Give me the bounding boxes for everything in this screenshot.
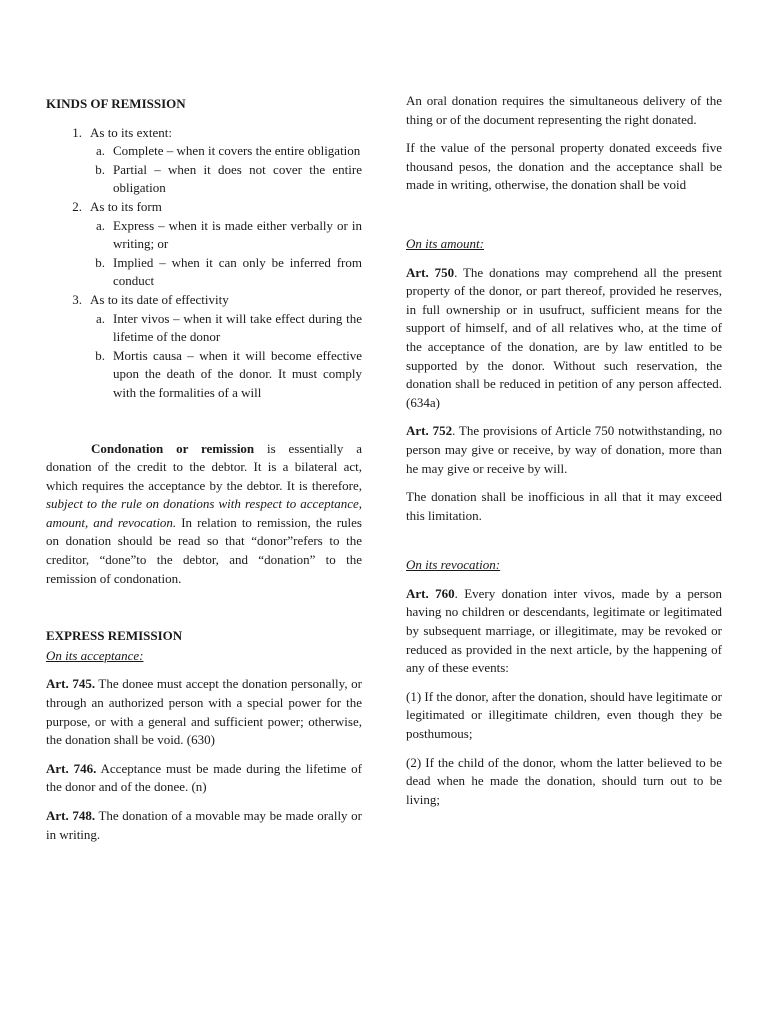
sub-item	[46, 217, 362, 254]
value-paragraph: If the value of the personal property donated exceeds five thousand pesos, the donation and the acceptance shall be made in writing, otherwise, the donation shall be void	[406, 140, 722, 193]
condonation-term: Condonation or remission	[91, 440, 255, 456]
sub-item	[46, 310, 362, 347]
article-label: Art. 748.	[46, 808, 96, 823]
oral-donation-paragraph: An oral donation requires the simultaneous delivery of the thing or of the document representing the right donated.	[406, 93, 722, 127]
article-label: Art. 750	[406, 264, 455, 280]
list-item	[46, 124, 362, 143]
sub-text: Partial – when it does not cover the entire obligation	[113, 161, 362, 196]
event-1-paragraph: (1) If the donor, after the donation, should have legitimate or legitimated or illegitimate children, even though they be posthumous;	[406, 688, 722, 742]
article-text: The donee must accept the donation personally, or through an authorized person with a special power for the purpose, or with a general and sufficient power; otherwise, the donation shall be void. (630)	[46, 676, 362, 748]
left-column	[46, 92, 362, 844]
condonation-text-1: is essentially a donation of the credit to the debtor. It is a bilateral act, which requires the acceptance by the debtor. It is therefore,	[46, 440, 362, 493]
article-760	[406, 585, 722, 678]
sub-letter: a.	[95, 143, 105, 159]
sub-text: Inter vivos – when it will take effect during the lifetime of the donor	[113, 310, 362, 345]
article-text: . The donations may comprehend all the present property of the donor, or part thereof, provided he reserves, in full ownership or in usufruct, sufficient means for the support of himself, and of all relatives who, at the time of the acceptance of the donation, are by law entitled to be supported by the donor. Without such reservation, the donation shall be reduced in petition of any person affected. (634a)	[406, 264, 722, 410]
article-label: Art. 745.	[46, 676, 96, 692]
list-number: 2.	[72, 198, 82, 214]
amount-subheading: On its amount:	[406, 235, 484, 251]
article-text: Acceptance must be made during the lifetime of the donor and of the donee. (n)	[46, 760, 362, 795]
article-745	[46, 675, 362, 749]
condonation-paragraph	[46, 440, 362, 589]
list-number: 1.	[72, 124, 82, 140]
list-item	[46, 198, 362, 217]
article-text: . Every donation inter vivos, made by a person having no children or descendants, legitimate or legitimated by subsequent marriage, or illegitimate, may be revoked or reduced as provided in the next article, by the happening of any of these events:	[406, 585, 722, 676]
list-number: 3.	[72, 291, 82, 307]
article-text: The donation of a movable may be made orally or in writing.	[46, 808, 362, 842]
acceptance-subheading: On its acceptance:	[46, 647, 144, 663]
sub-item	[46, 347, 362, 403]
kinds-heading: KINDS OF REMISSION	[46, 96, 186, 111]
right-column	[406, 92, 722, 809]
sub-text: Implied – when it can only be inferred from conduct	[113, 254, 362, 289]
condonation-emphasis: subject to the rule on donations with respect to acceptance, amount, and revocation.	[46, 496, 362, 530]
article-label: Art. 752	[406, 423, 453, 439]
article-746	[46, 760, 362, 797]
sub-letter: a.	[95, 310, 105, 326]
kinds-list	[46, 124, 362, 403]
sub-text: Mortis causa – when it will become effective upon the death of the donor. It must comply with the formalities of a will	[113, 347, 362, 400]
list-label: As to its date of effectivity	[90, 291, 229, 307]
sub-letter: a.	[95, 217, 105, 233]
sub-letter: b.	[95, 254, 105, 270]
list-item	[46, 291, 362, 310]
article-750	[406, 264, 722, 413]
article-752	[406, 422, 722, 478]
revocation-subheading: On its revocation:	[406, 557, 501, 573]
sub-letter: b.	[95, 347, 105, 363]
sub-text: Express – when it is made either verbally or in writing; or	[113, 217, 362, 252]
condonation-text-2: In relation to remission, the rules on donation should be read so that “donor”refers to the creditor, “done”to the debtor, and “donation” to the remission of condonation.	[46, 514, 362, 586]
sub-letter: b.	[95, 161, 105, 177]
list-label: As to its form	[90, 198, 162, 214]
article-text: . The provisions of Article 750 notwithstanding, no person may give or receive, by way of donation, more than he may give or receive by will.	[406, 423, 722, 476]
sub-item	[46, 161, 362, 198]
sub-text: Complete – when it covers the entire obligation	[113, 143, 361, 159]
article-label: Art. 760	[406, 585, 455, 601]
list-label: As to its extent:	[90, 124, 172, 140]
article-748	[46, 807, 362, 844]
sub-item	[46, 254, 362, 291]
event-2-paragraph: (2) If the child of the donor, whom the latter believed to be dead when he made the donation, should turn out to be living;	[406, 754, 722, 807]
express-heading: EXPRESS REMISSION	[46, 628, 183, 644]
sub-item	[46, 142, 362, 161]
article-label: Art. 746.	[46, 760, 97, 776]
inofficious-paragraph: The donation shall be inofficious in all that it may exceed this limitation.	[406, 489, 722, 523]
